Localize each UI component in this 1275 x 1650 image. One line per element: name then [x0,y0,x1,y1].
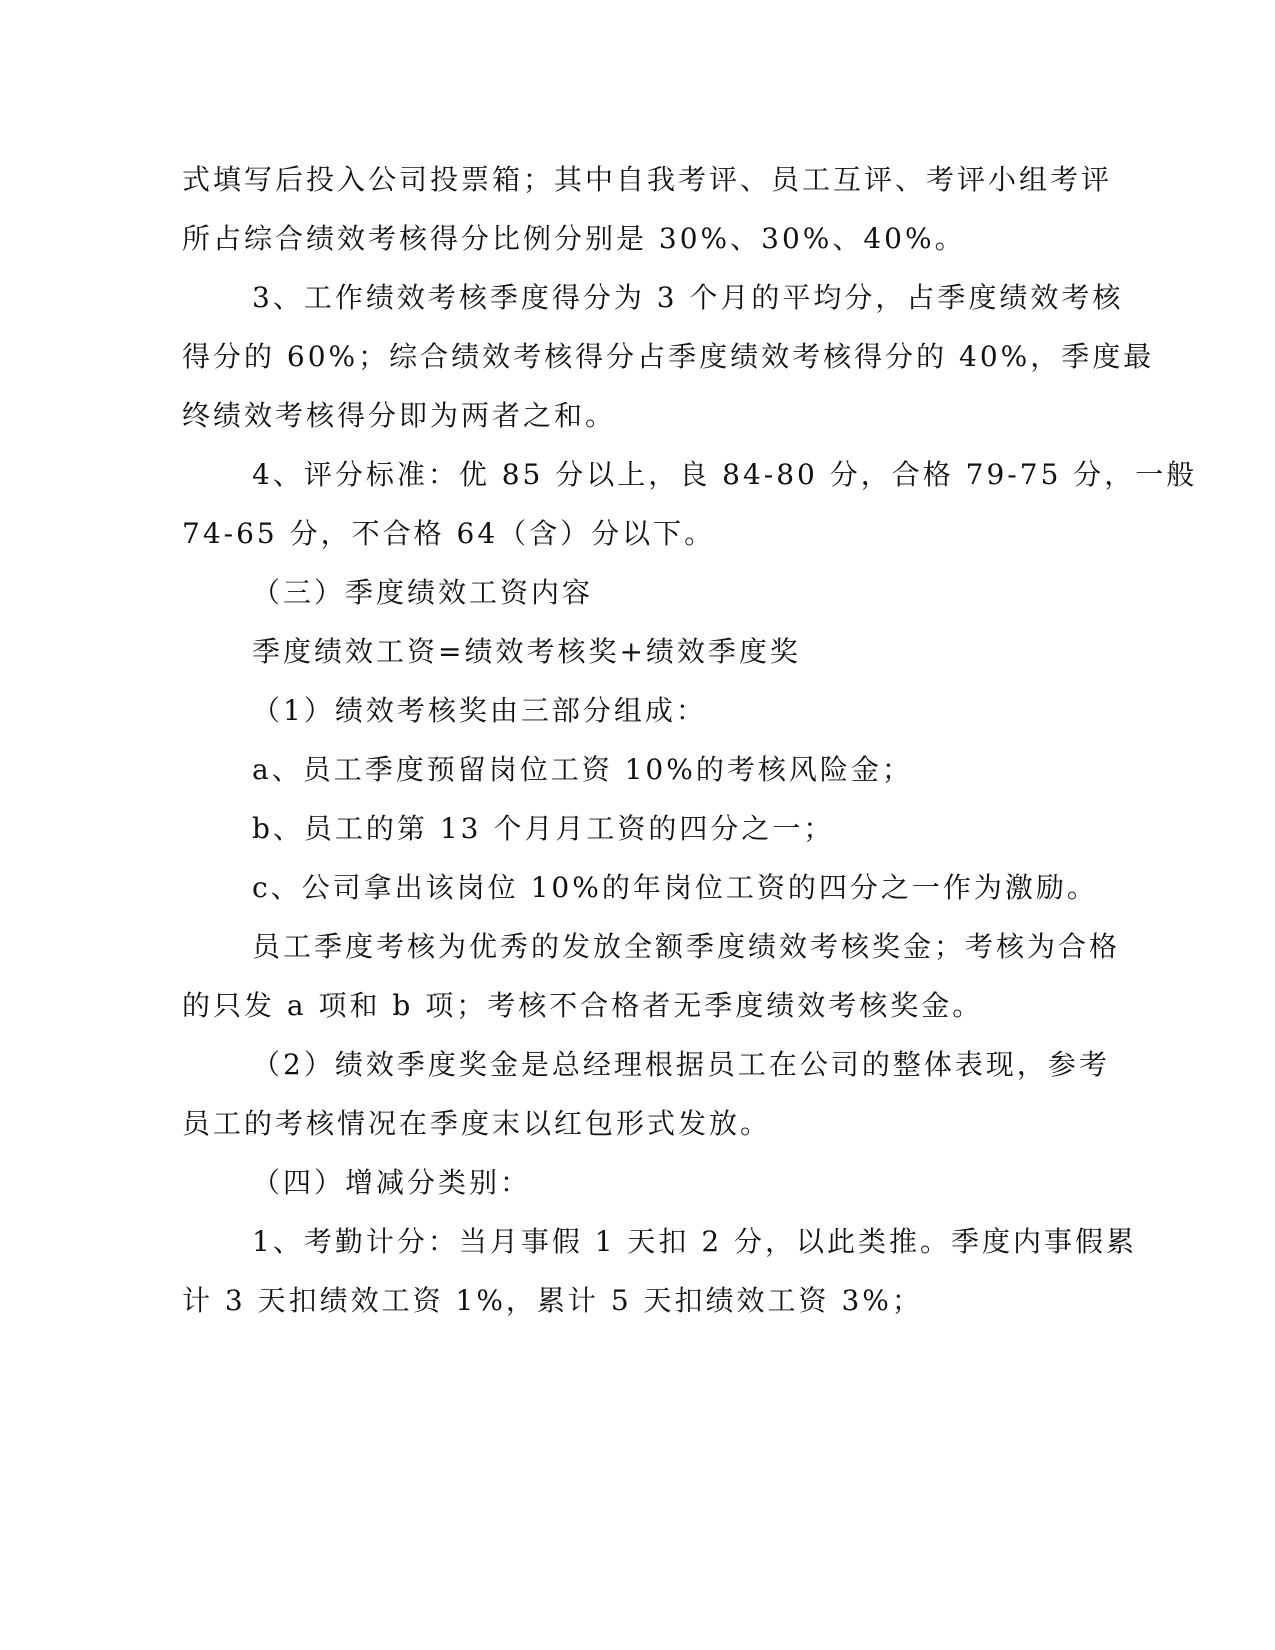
text-line: 得分的 60%；综合绩效考核得分占季度绩效考核得分的 40%，季度最 [182,340,1155,373]
section-heading: （四）增减分类别： [252,1166,532,1199]
text-line: 3、工作绩效考核季度得分为 3 个月的平均分，占季度绩效考核 [252,281,1124,314]
text-line: （1）绩效考核奖由三部分组成： [252,694,707,727]
text-line: 所占综合绩效考核得分比例分别是 30%、30%、40%。 [182,222,966,255]
text-line: 4、评分标准：优 85 分以上，良 84-80 分，合格 79-75 分，一般 [252,458,1198,491]
list-item: a、员工季度预留岗位工资 10%的考核风险金； [252,753,913,786]
text-line: 计 3 天扣绩效工资 1%，累计 5 天扣绩效工资 3%； [182,1284,923,1317]
list-item: c、公司拿出该岗位 10%的年岗位工资的四分之一作为激励。 [252,871,1098,904]
text-line: 74-65 分，不合格 64（含）分以下。 [182,517,716,550]
section-heading: （三）季度绩效工资内容 [252,576,594,609]
text-line: 式填写后投入公司投票箱；其中自我考评、员工互评、考评小组考评 [182,163,1113,196]
text-line: 季度绩效工资=绩效考核奖+绩效季度奖 [252,635,801,668]
text-line: 员工的考核情况在季度末以红包形式发放。 [182,1107,772,1140]
text-line: 终绩效考核得分即为两者之和。 [182,399,617,432]
list-item: b、员工的第 13 个月月工资的四分之一； [252,812,835,845]
text-line: （2）绩效季度奖金是总经理根据员工在公司的整体表现，参考 [252,1048,1110,1081]
text-line: 1、考勤计分：当月事假 1 天扣 2 分，以此类推。季度内事假累 [252,1225,1138,1258]
text-line: 的只发 a 项和 b 项；考核不合格者无季度绩效考核奖金。 [182,989,984,1022]
text-line: 员工季度考核为优秀的发放全额季度绩效考核奖金；考核为合格 [252,930,1121,963]
